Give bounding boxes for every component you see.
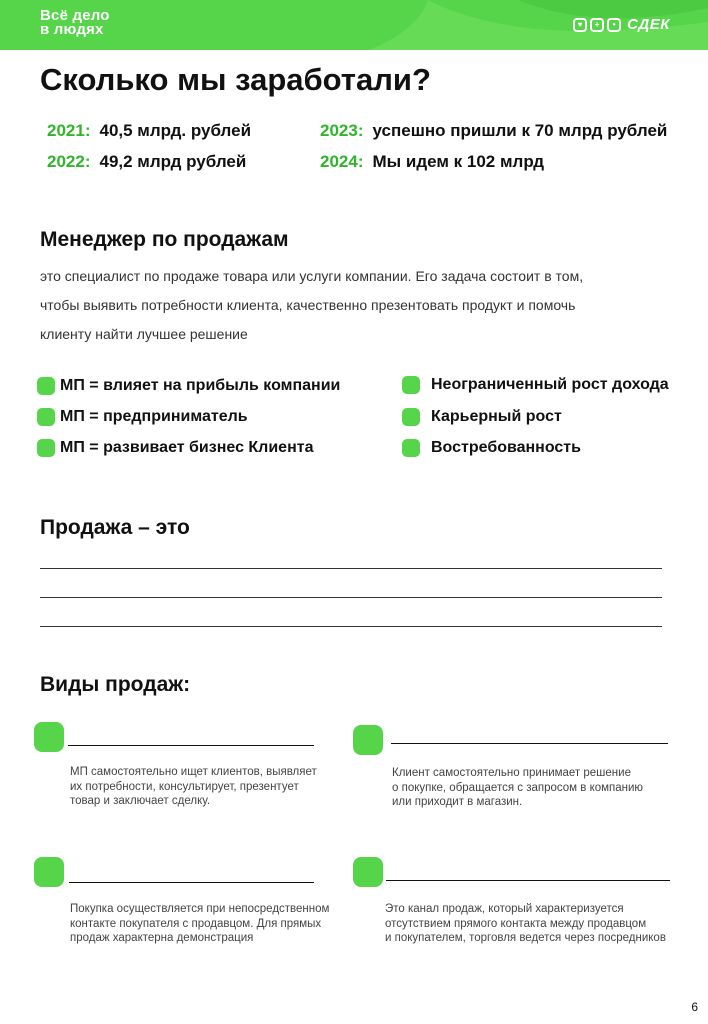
- sale-heading: Продажа – это: [40, 516, 190, 539]
- manager-heading: Менеджер по продажам: [40, 228, 289, 251]
- bullet-icon: [402, 439, 420, 457]
- manager-description-line: это специалист по продаже товара или услуги компании. Его задача состоит в том,: [40, 268, 584, 284]
- type-marker-icon: [34, 722, 64, 752]
- type-description-line: продаж характерна демонстрация: [70, 932, 254, 944]
- benefit-point-label: Востребованность: [431, 439, 581, 456]
- earnings-item-2024: [320, 152, 544, 172]
- benefit-point-label: Карьерный рост: [431, 408, 562, 425]
- earnings-text: успешно пришли к 70 млрд рублей: [372, 121, 668, 140]
- earnings-year: 2023:: [320, 121, 364, 140]
- type-marker-icon: [34, 857, 64, 887]
- earnings-text: 49,2 млрд рублей: [99, 152, 247, 171]
- heart-icon: ♥: [573, 18, 587, 32]
- types-heading: Виды продаж:: [40, 673, 191, 696]
- earnings-item-2022: [47, 152, 246, 172]
- type-description-line: контакте покупателя с продавцом. Для прямых: [70, 917, 322, 930]
- type-description-line: и покупателем, торговля ведется через посредников: [385, 932, 666, 944]
- brand: [573, 16, 670, 33]
- person-icon: •: [607, 18, 621, 32]
- type-description-line: Это канал продаж, который характеризуется: [385, 903, 624, 915]
- type-answer-line: [69, 882, 314, 883]
- earnings-text: Мы идем к 102 млрд: [372, 152, 545, 171]
- benefit-point: [402, 376, 669, 394]
- type-description-line: товар и заключает сделку.: [70, 795, 211, 807]
- type-description-line: Клиент самостоятельно принимает решение: [392, 767, 631, 779]
- manager-point: [37, 377, 340, 395]
- manager-point-label: МП = развивает бизнес Клиента: [60, 439, 314, 456]
- benefit-point-label: Неограниченный рост дохода: [431, 376, 669, 393]
- bullet-icon: [37, 439, 55, 457]
- manager-point-label: МП = влияет на прибыль компании: [60, 377, 341, 394]
- earnings-year: 2021:: [47, 121, 91, 140]
- header-banner: [0, 0, 708, 50]
- type-marker-icon: [353, 725, 383, 755]
- type-description-line: МП самостоятельно ищет клиентов, выявляет: [70, 766, 317, 778]
- manager-point: [37, 439, 313, 457]
- type-answer-line: [68, 745, 314, 746]
- manager-description: [40, 262, 680, 349]
- manager-description-line: клиенту найти лучшее решение: [40, 326, 248, 342]
- type-description: [70, 765, 317, 809]
- slogan-line-2: в людях: [40, 21, 104, 38]
- manager-point: [37, 408, 248, 426]
- type-answer-line: [391, 743, 668, 744]
- plus-icon: +: [590, 18, 604, 32]
- type-description: [70, 902, 329, 946]
- type-description: [385, 902, 666, 946]
- earnings-year: 2024:: [320, 152, 364, 171]
- page-number: 6: [691, 1000, 698, 1014]
- bullet-icon: [37, 377, 55, 395]
- earnings-item-2021: [47, 121, 251, 141]
- bullet-icon: [402, 376, 420, 394]
- bullet-icon: [37, 408, 55, 426]
- page-title: Сколько мы заработали?: [40, 62, 431, 97]
- bullet-icon: [402, 408, 420, 426]
- manager-point-label: МП = предприниматель: [60, 408, 248, 425]
- benefit-point: [402, 439, 581, 457]
- slogan-line-1: Всё дело: [40, 7, 110, 24]
- type-description-line: отсутствием прямого контакта между продавцом: [385, 917, 647, 930]
- benefit-point: [402, 408, 562, 426]
- earnings-item-2023: [320, 121, 667, 141]
- earnings-year: 2022:: [47, 152, 91, 171]
- manager-description-line: чтобы выявить потребности клиента, качественно презентовать продукт и помочь: [40, 297, 576, 313]
- type-description-line: или приходит в магазин.: [392, 796, 523, 808]
- fill-in-line: [40, 626, 662, 627]
- slogan: [40, 9, 110, 37]
- type-description-line: о покупке, обращается с запросом в компанию: [392, 781, 644, 794]
- earnings-text: 40,5 млрд. рублей: [99, 121, 252, 140]
- fill-in-line: [40, 597, 662, 598]
- brand-logo: СДЕК: [627, 16, 670, 33]
- type-description-line: их потребности, консультирует, презентует: [70, 780, 299, 793]
- type-description: [392, 766, 643, 810]
- type-answer-line: [386, 880, 670, 881]
- fill-in-line: [40, 568, 662, 569]
- type-description-line: Покупка осуществляется при непосредственном: [70, 903, 330, 915]
- type-marker-icon: [353, 857, 383, 887]
